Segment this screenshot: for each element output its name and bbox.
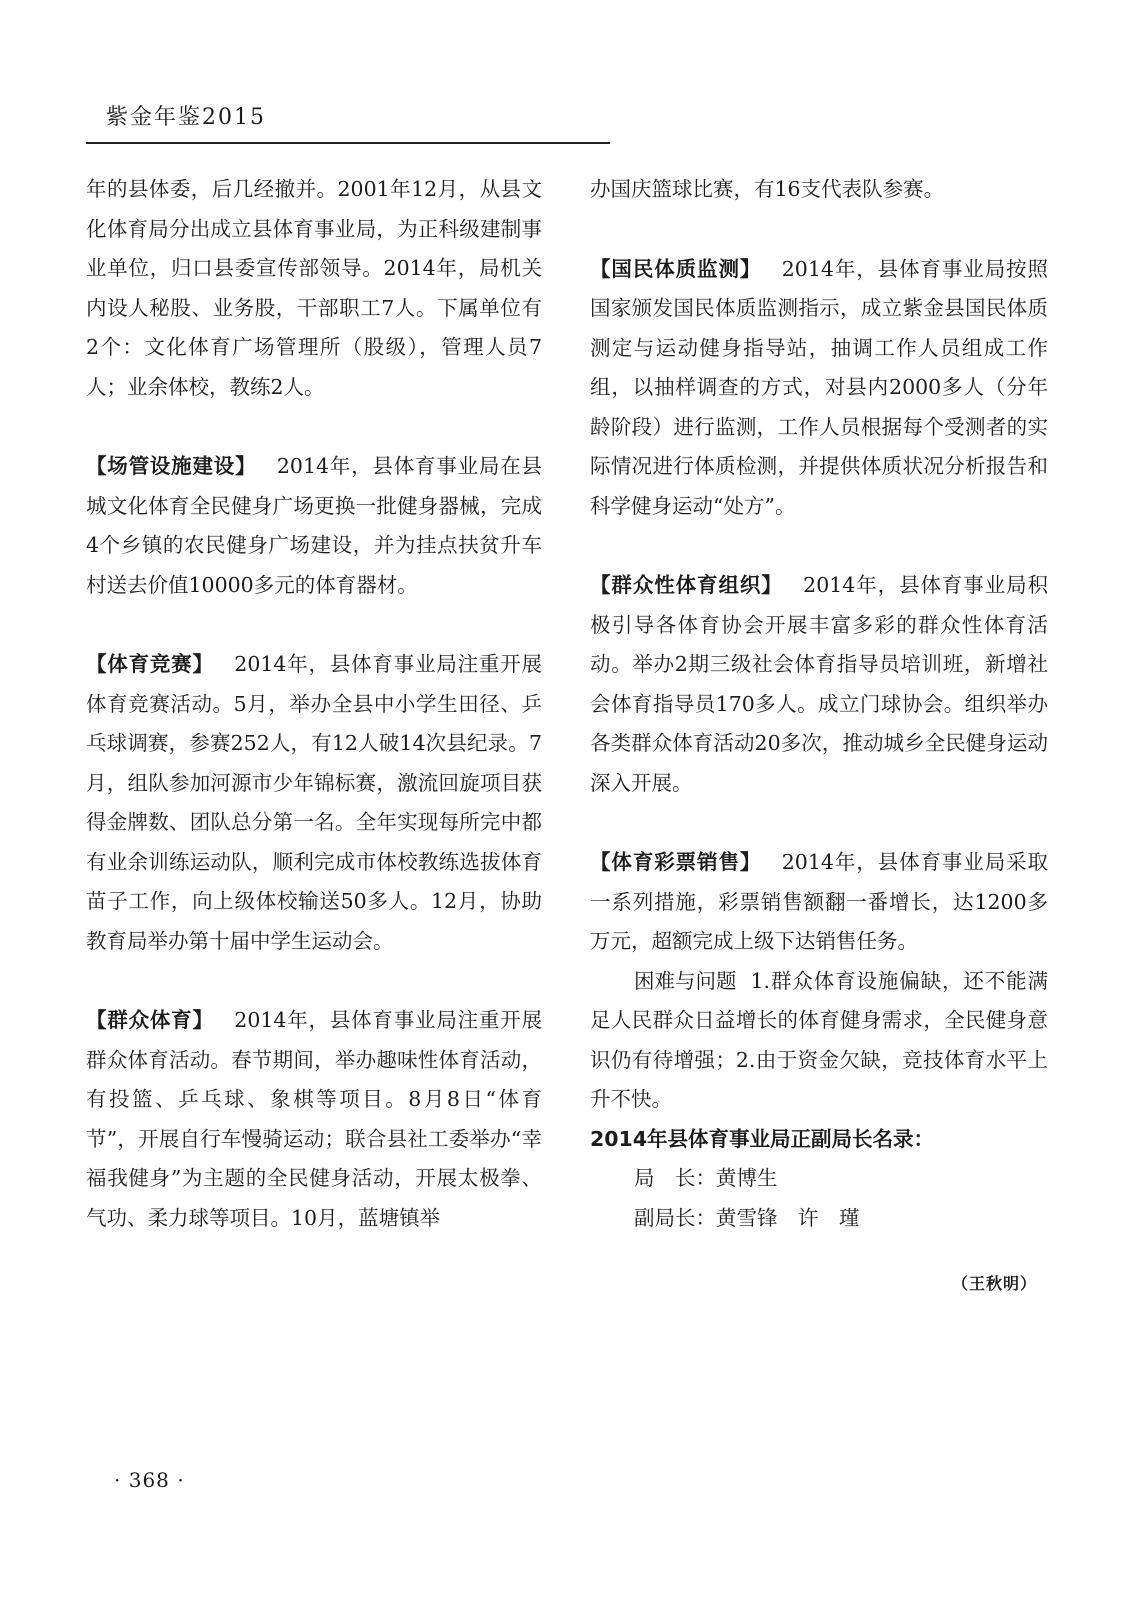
competition-heading: 【体育竞赛】 bbox=[86, 652, 214, 676]
author-credit: （王秋明） bbox=[951, 1274, 1037, 1293]
director-line: 局 长：黄博生 bbox=[634, 1166, 778, 1190]
facilities-text: 2014年，县体育事业局在县城文化体育全民健身广场更换一批健身器械，完成4个乡镇的农民健身广场建设，并为挂点扶贫升车村送去价值10000多元的体育器材。 bbox=[86, 454, 543, 597]
mass-sports-entry bbox=[86, 1001, 542, 1238]
facilities-entry bbox=[86, 447, 542, 605]
page-number: · 368 · bbox=[114, 1468, 185, 1492]
left-column bbox=[86, 170, 542, 1238]
competition-entry bbox=[86, 645, 542, 961]
organizations-text: 2014年，县体育事业局积极引导各体育协会开展丰富多彩的群众性体育活动。举办2期三级社会体育指导员培训班，新增社会体育指导员170多人。成立门球协会。组织举办各类群众体育活动20多次，推动城乡全民健身运动深入开展。 bbox=[590, 573, 1049, 795]
deputy-line: 副局长：黄雪锋 许 瑾 bbox=[634, 1205, 860, 1230]
issues-text: 1.群众体育设施偏缺，还不能满足人民群众日益增长的体育健身需求，全民健身意识仍有待增强；2.由于资金欠缺，竞技体育水平上升不快。 bbox=[590, 968, 1048, 1111]
fitness-monitoring-text: 2014年，县体育事业局按照国家颁发国民体质监测指示，成立紫金县国民体质测定与运动健身指导站，抽调工作人员组成工作组，以抽样调查的方式，对县内2000多人（分年龄阶段）进行监测，工作人员根据每个受测者的实际情况进行体质检测，并提供体质状况分析报告和科学健身运动“处方”。 bbox=[590, 256, 1049, 518]
organizations-heading: 【群众性体育组织】 bbox=[590, 573, 783, 597]
lottery-text: 2014年，县体育事业局采取一系列措施，彩票销售额翻一番增长，达1200多万元，超额完成上级下达销售任务。 bbox=[590, 850, 1049, 953]
issues-label: 困难与问题 bbox=[634, 968, 737, 993]
lottery-heading: 【体育彩票销售】 bbox=[590, 850, 762, 874]
right-column bbox=[590, 170, 1048, 1238]
issues-entry bbox=[590, 962, 1048, 1120]
organizations-entry bbox=[590, 566, 1048, 803]
facilities-heading: 【场管设施建设】 bbox=[86, 454, 257, 478]
running-header: 紫金年鉴2015 bbox=[106, 105, 266, 130]
mass-sports-text: 2014年，县体育事业局注重开展群众体育活动。春节期间，举办趣味性体育活动，有投篮、乒乓球、象棋等项目。8月8日“体育节”，开展自行车慢骑运动；联合县社工委举办“幸福我健身”为主题的全民健身活动，开展太极拳、气功、柔力球等项目。10月，蓝塘镇举 bbox=[86, 1008, 543, 1230]
leaders-title: 2014年县体育事业局正副局长名录： bbox=[590, 1126, 935, 1151]
lottery-entry bbox=[590, 843, 1048, 962]
competition-text: 2014年，县体育事业局注重开展体育竞赛活动。5月，举办全县中小学生田径、乒乓球调赛，参赛252人，有12人破14次县纪录。7月，组队参加河源市少年锦标赛，激流回旋项目获得金牌数、团队总分第一名。全年实现每所完中都有业余训练运动队，顺利完成市体校教练选拔体育苗子工作，向上级体校输送50多人。12月，协助教育局举办第十届中学生运动会。 bbox=[86, 652, 543, 953]
fitness-monitoring-entry bbox=[590, 250, 1048, 527]
mass-sports-heading: 【群众体育】 bbox=[86, 1008, 214, 1032]
intro-paragraph: 年的县体委，后几经撤并。2001年12月，从县文化体育局分出成立县体育事业局，为正科级建制事业单位，归口县委宣传部领导。2014年，局机关内设人秘股、业务股，干部职工7人。下属单位有2个：文化体育广场管理所（股级），管理人员7人；业余体校，教练2人。 bbox=[86, 177, 542, 399]
fitness-monitoring-heading: 【国民体质监测】 bbox=[590, 256, 762, 281]
mass-sports-continued: 办国庆篮球比赛，有16支代表队参赛。 bbox=[590, 177, 945, 201]
header-rule bbox=[86, 142, 610, 144]
